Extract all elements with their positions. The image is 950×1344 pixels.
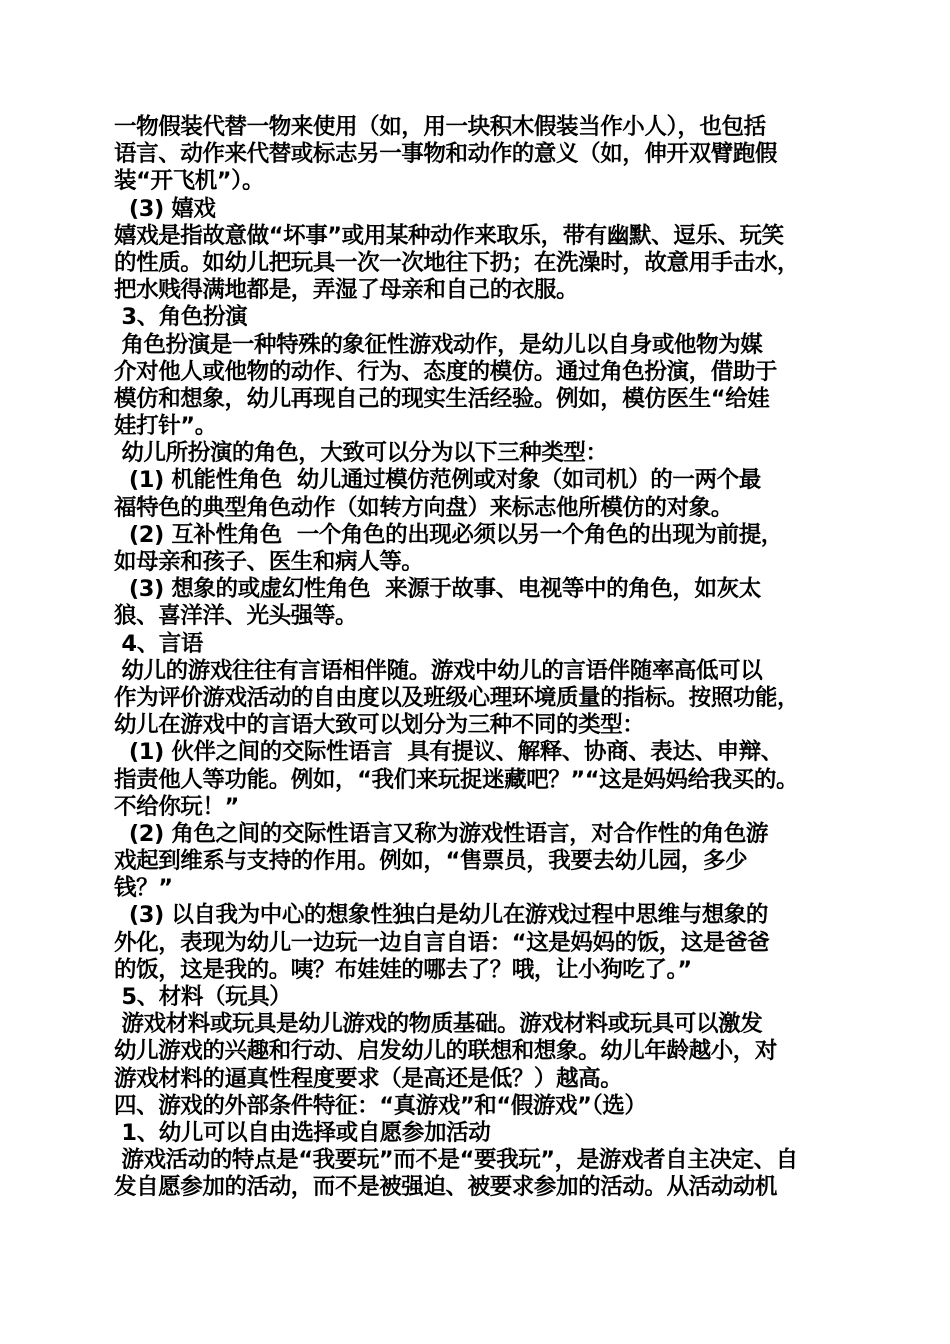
- text-line: 3、角色扮演: [114, 304, 248, 331]
- text-line: 指责他人等功能。例如，“我们来玩捉迷藏吧？”“这是妈妈给我买的。: [114, 766, 799, 793]
- text-line: 1、幼儿可以自由选择或自愿参加活动: [114, 1119, 491, 1146]
- document-page: [114, 114, 844, 1202]
- text-line: 钱？”: [114, 875, 173, 902]
- text-line: 游戏活动的特点是“我要玩”而不是“要我玩”，是游戏者自主决定、自: [114, 1147, 798, 1174]
- text-line: 模仿和想象，幼儿再现自己的现实生活经验。例如，模仿医生“给娃: [114, 385, 770, 412]
- text-line: 语言、动作来代替或标志另一事物和动作的意义（如，伸开双臂跑假: [114, 141, 778, 168]
- text-line: 幼儿所扮演的角色，大致可以分为以下三种类型：: [114, 440, 608, 467]
- text-line: 如母亲和孩子、医生和病人等。: [114, 549, 424, 575]
- text-line: 4、言语: [114, 630, 203, 657]
- text-line: 的性质。如幼儿把玩具一次一次地往下扔；在洗澡时，故意用手击水，: [114, 249, 800, 276]
- text-line: 游戏材料的逼真性程度要求（是高还是低？）越高。: [114, 1065, 623, 1092]
- text-line: 发自愿参加的活动，而不是被强迫、被要求参加的活动。从活动动机: [114, 1174, 778, 1201]
- text-line: (3) 想象的或虚幻性角色 来源于故事、电视等中的角色，如灰太: [114, 576, 761, 603]
- text-line: 幼儿游戏的兴趣和行动、启发幼儿的联想和想象。幼儿年龄越小，对: [114, 1038, 778, 1065]
- text-line: 幼儿在游戏中的言语大致可以划分为三种不同的类型：: [114, 712, 645, 739]
- text-line: 狼、喜洋洋、光头强等。: [114, 603, 358, 630]
- text-line: 作为评价游戏活动的自由度以及班级心理环境质量的指标。按照功能，: [114, 684, 800, 711]
- text-line: 装“开飞机”）。: [114, 168, 265, 195]
- text-line: 福特色的典型角色动作（如转方向盘）来标志他所模仿的对象。: [114, 494, 733, 521]
- text-line: 5、材料（玩具）: [114, 984, 292, 1010]
- text-line: (2) 互补性角色 一个角色的出现必须以另一个角色的出现为前提，: [114, 521, 783, 548]
- text-line: 的饭，这是我的。咦？布娃娃的哪去了？哦，让小狗吃了。”: [114, 956, 692, 983]
- text-line: 嬉戏是指故意做“坏事”或用某种动作来取乐，带有幽默、逗乐、玩笑: [114, 222, 784, 249]
- text-line: 娃打针”。: [114, 413, 217, 440]
- text-line: (2) 角色之间的交际性语言又称为游戏性语言，对合作性的角色游: [114, 820, 769, 847]
- text-line: 角色扮演是一种特殊的象征性游戏动作，是幼儿以自身或他物为媒: [114, 331, 763, 358]
- text-line: (1) 伙伴之间的交际性语言 具有提议、解释、协商、表达、申辩、: [114, 739, 783, 766]
- text-line: (1) 机能性角色 幼儿通过模仿范例或对象（如司机）的一两个最: [114, 467, 761, 494]
- text-line: 不给你玩！”: [114, 793, 239, 820]
- text-line: 幼儿的游戏往往有言语相伴随。游戏中幼儿的言语伴随率高低可以: [114, 657, 763, 684]
- text-line: 介对他人或他物的动作、行为、态度的模仿。通过角色扮演，借助于: [114, 358, 778, 385]
- text-line: 游戏材料或玩具是幼儿游戏的物质基础。游戏材料或玩具可以激发: [114, 1011, 763, 1038]
- text-line: 四、游戏的外部条件特征：“真游戏”和“假游戏”（选）: [114, 1092, 647, 1119]
- text-line: 一物假装代替一物来使用（如，用一块积木假装当作小人），也包括: [114, 114, 766, 140]
- text-line: 把水贱得满地都是，弄湿了母亲和自己的衣服。: [114, 277, 579, 304]
- text-line: 外化，表现为幼儿一边玩一边自言自语：“这是妈妈的饭，这是爸爸: [114, 929, 770, 956]
- text-line: 戏起到维系与支持的作用。例如，“售票员，我要去幼儿园，多少: [114, 848, 748, 875]
- text-line: (3) 嬉戏: [114, 195, 216, 222]
- text-line: (3) 以自我为中心的想象性独白是幼儿在游戏过程中思维与想象的: [114, 902, 769, 929]
